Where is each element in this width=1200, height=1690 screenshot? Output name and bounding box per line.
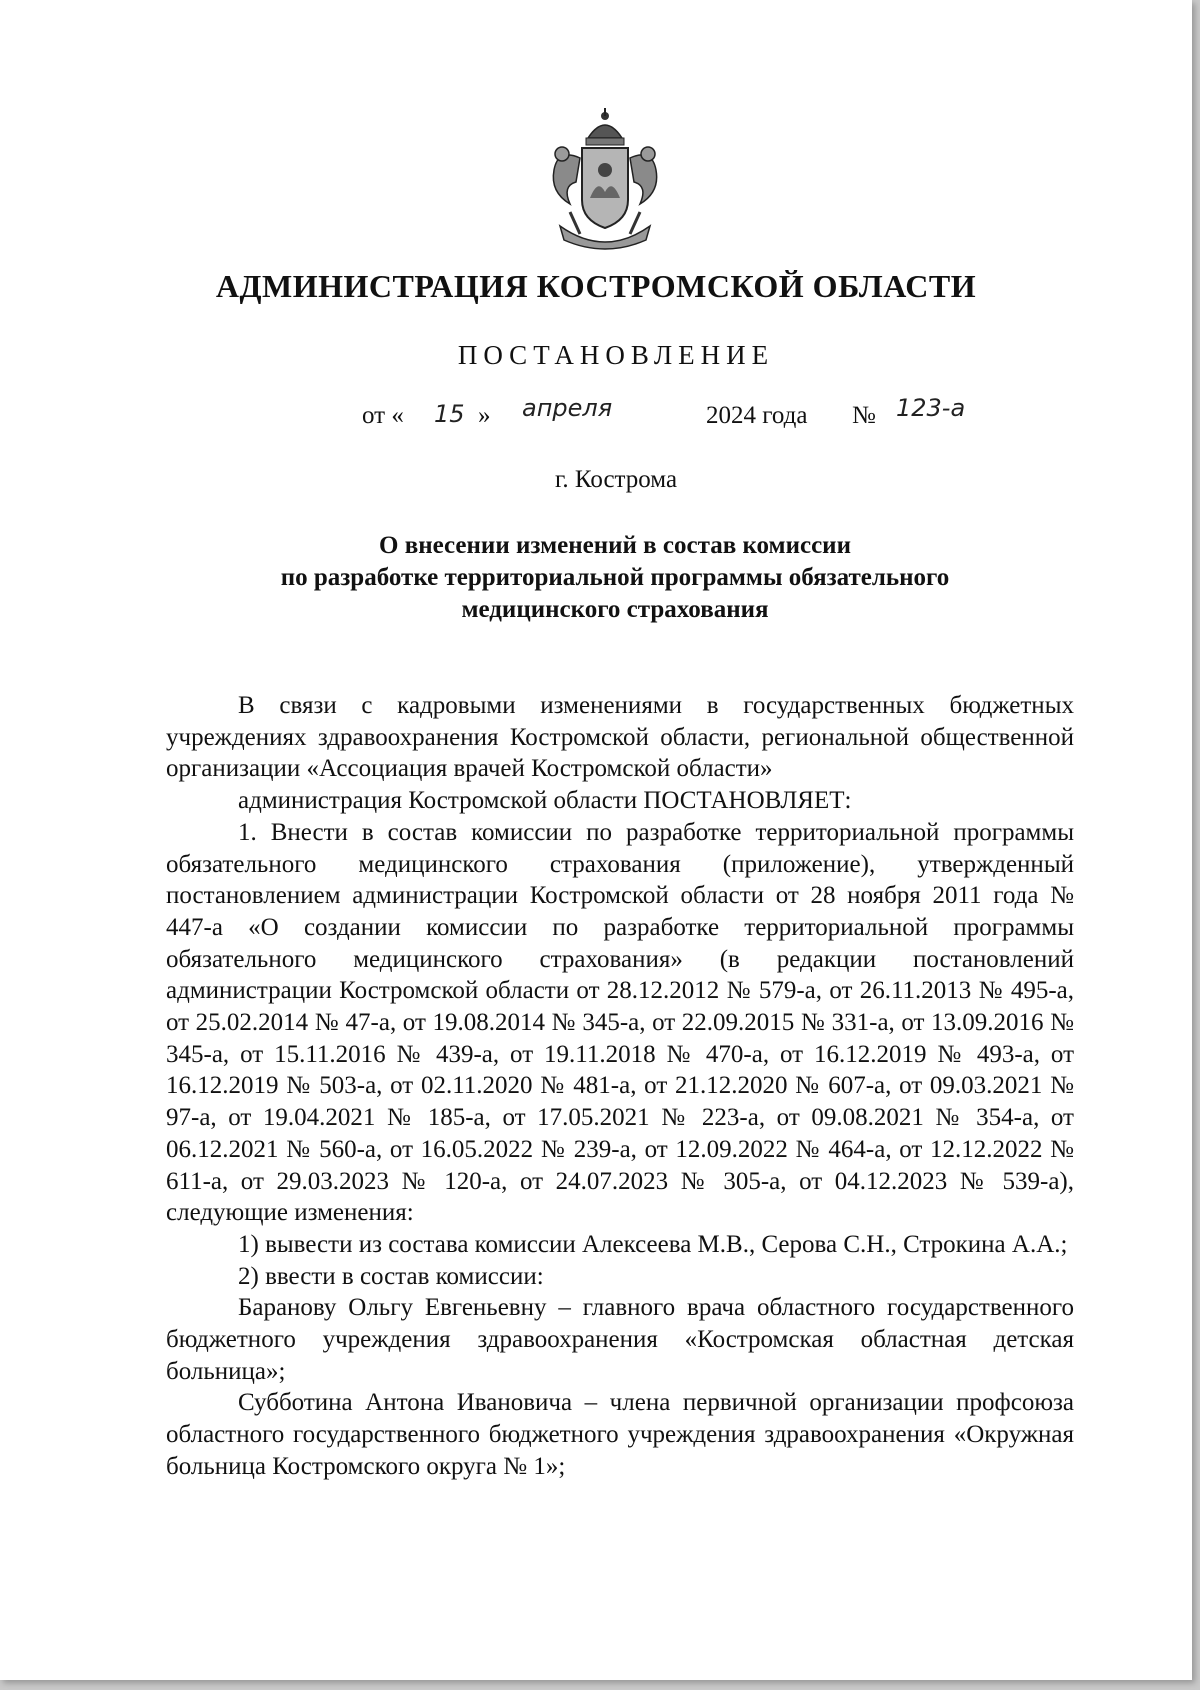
paragraph-preamble: В связи с кадровыми изменениями в государственных бюджетных учреждениях здравоохранения Костромской области, региональной общественной организации «Ассоциация врачей Костромской области» bbox=[166, 692, 1074, 783]
title-line-1: О внесении изменений в состав комиссии bbox=[379, 532, 851, 559]
date-day: 15 bbox=[434, 400, 465, 428]
date-day-close: » bbox=[478, 402, 491, 429]
document-body bbox=[166, 690, 1074, 1483]
agency-name: АДМИНИСТРАЦИЯ КОСТРОМСКОЙ ОБЛАСТИ bbox=[215, 268, 977, 304]
number-sign: № bbox=[852, 402, 876, 429]
document-type: ПОСТАНОВЛЕНИЕ bbox=[457, 340, 775, 370]
coat-of-arms-icon bbox=[540, 108, 670, 258]
date-year: 2024 года bbox=[706, 402, 808, 429]
paragraph-member-baranova: Баранову Ольгу Евгеньевну – главного врача областного государственного бюджетного учреждения здравоохранения «Костромская областная детская больница»; bbox=[166, 1294, 1074, 1385]
date-line bbox=[362, 394, 1062, 442]
paragraph-item-1: 1. Внести в состав комиссии по разработке территориальной программы обязательного медицинского страхования (приложение), утвержденный постановлением администрации Костромской области от 28 ноября 2011 года № 447-а «О создании комиссии по разработке территориальной программы обязательного медицинского страхования» (в редакции постановлений администрации Костромской области от 28.12.2012 № 579-а, от 26.11.2013 № 495-а, от 25.02.2014 № 47-а, от 19.08.2014 № 345-а, от 22.09.2015 № 331-а, от 13.09.2016 № 345-а, от 15.11.2016 № 439-а, от 19.11.2018 № 470-а, от 16.12.2019 № 493-а, от 16.12.2019 № 503-а, от 02.11.2020 № 481-а, от 21.12.2020 № 607-а, от 09.03.2021 № 97-а, от 19.04.2021 № 185-а, от 17.05.2021 № 223-а, от 09.08.2021 № 354-а, от 06.12.2021 № 560-а, от 16.05.2022 № 239-а, от 12.09.2022 № 464-а, от 12.12.2022 № 611-а, от 29.03.2023 № 120-а, от 24.07.2023 № 305-а, от 04.12.2023 № 539-а), следующие изменения: bbox=[166, 818, 1074, 1227]
paragraph-resolves: администрация Костромской области ПОСТАНОВЛЯЕТ: bbox=[238, 787, 852, 815]
date-prefix: от « bbox=[362, 402, 404, 429]
title-line-2: по разработке территориальной программы обязательного bbox=[280, 564, 950, 591]
paragraph-remove-members: 1) вывести из состава комиссии Алексеева М.В., Серова С.Н., Строкина А.А.; bbox=[238, 1230, 1068, 1258]
paragraph-member-subbotin: Субботина Антона Ивановича – члена первичной организации профсоюза областного государственного бюджетного учреждения здравоохранения «Окружная больница Костромского округа № 1»; bbox=[166, 1389, 1074, 1480]
city: г. Кострома bbox=[554, 466, 678, 493]
document-title bbox=[170, 530, 1060, 626]
paragraph-add-members: 2) ввести в состав комиссии: bbox=[238, 1262, 544, 1290]
date-month: апреля bbox=[522, 394, 613, 422]
document-number: 123-а bbox=[896, 394, 966, 422]
title-line-3: медицинского страхования bbox=[461, 596, 769, 623]
